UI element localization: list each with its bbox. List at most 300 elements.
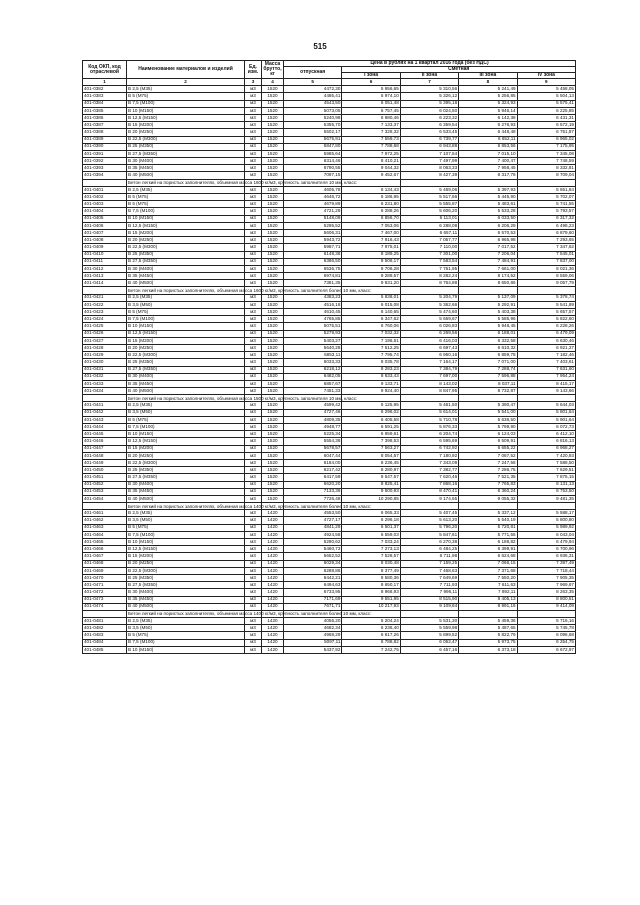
cell-zone4-price: 6 700,96: [517, 546, 575, 553]
cell-mass: 1420: [262, 582, 284, 589]
cell-unit: м3: [245, 373, 262, 380]
cell-unit: м3: [245, 114, 262, 121]
header-estimate: Сметная: [342, 67, 576, 73]
cell-mass: 1520: [262, 495, 284, 502]
empty-cell: [459, 287, 517, 294]
cell-name: В 3,5 (М50): [127, 301, 245, 308]
cell-name: В 22,5 (М300): [127, 352, 245, 359]
cell-zone4-price: 6 254,75: [517, 639, 575, 646]
cell-unit: м3: [245, 107, 262, 114]
empty-cell: [517, 287, 575, 294]
cell-zone4-price: 5 801,64: [517, 409, 575, 416]
cell-unit: м3: [245, 517, 262, 524]
cell-name: В 25 (М350): [127, 143, 245, 150]
cell-unit: м3: [245, 445, 262, 452]
cell-zone4-price: 6 630,46: [517, 337, 575, 344]
cell-zone1-price: 5 204,24: [342, 618, 400, 625]
cell-sale-price: 6974,81: [284, 273, 342, 280]
cell-zone2-price: 6 270,38: [400, 539, 458, 546]
cell-code: 401-0448: [83, 452, 127, 459]
cell-name: В 25 (М350): [127, 467, 245, 474]
table-row: [83, 639, 576, 646]
cell-name: В 40 (М500): [127, 495, 245, 502]
cell-zone3-price: 6 332,58: [459, 337, 517, 344]
cell-sale-price: 4485,41: [284, 93, 342, 100]
cell-zone4-price: 5 504,13: [517, 93, 575, 100]
cell-code: 401-0450: [83, 467, 127, 474]
table-row: [83, 467, 576, 474]
cell-code: 401-0408: [83, 237, 127, 244]
cell-zone1-price: 9 133,71: [342, 380, 400, 387]
cell-code: 401-0389: [83, 136, 127, 143]
table-row: [83, 136, 576, 143]
empty-cell: [459, 179, 517, 186]
cell-sale-price: 4472,30: [284, 86, 342, 93]
cell-zone2-price: 7 868,16: [400, 481, 458, 488]
cell-code: 401-0462: [83, 517, 127, 524]
cell-mass: 1520: [262, 323, 284, 330]
cell-zone1-price: 6 288,26: [342, 208, 400, 215]
cell-unit: м3: [245, 574, 262, 581]
cell-zone2-price: 6 416,03: [400, 337, 458, 344]
table-row: [83, 474, 576, 481]
cell-zone1-price: 8 968,93: [342, 589, 400, 596]
cell-name: В 20 (М250): [127, 344, 245, 351]
cell-sale-price: 7726,48: [284, 495, 342, 502]
cell-code: 401-0388: [83, 129, 127, 136]
cell-unit: м3: [245, 416, 262, 423]
table-row: [83, 114, 576, 121]
cell-name: В 7,5 (М100): [127, 424, 245, 431]
cell-unit: м3: [245, 639, 262, 646]
cell-zone3-price: 6 655,22: [459, 445, 517, 452]
empty-cell: [83, 395, 127, 402]
cell-zone4-price: 7 175,95: [517, 143, 575, 150]
cell-zone2-price: 5 614,01: [400, 409, 458, 416]
cell-zone1-price: 6 134,43: [342, 186, 400, 193]
cell-zone1-price: 9 831,20: [342, 280, 400, 287]
cell-zone2-price: 5 899,52: [400, 632, 458, 639]
cell-code: 401-0449: [83, 459, 127, 466]
cell-mass: 1420: [262, 574, 284, 581]
cell-sale-price: 6442,21: [284, 574, 342, 581]
cell-mass: 1520: [262, 402, 284, 409]
cell-code: 401-0469: [83, 567, 127, 574]
cell-code: 401-0484: [83, 639, 127, 646]
cell-unit: м3: [245, 251, 262, 258]
cell-sale-price: 5847,80: [284, 143, 342, 150]
cell-code: 401-0431: [83, 366, 127, 373]
cell-name: В 2,5 (М35): [127, 294, 245, 301]
cell-zone4-price: 5 793,57: [517, 208, 575, 215]
cell-zone1-price: 7 053,06: [342, 222, 400, 229]
table-row: [83, 618, 576, 625]
cell-zone3-price: 5 636,50: [459, 416, 517, 423]
cell-zone1-price: 8 580,36: [342, 574, 400, 581]
cell-mass: 1520: [262, 244, 284, 251]
cell-unit: м3: [245, 625, 262, 632]
cell-name: В 22,5 (М300): [127, 136, 245, 143]
cell-zone2-price: 5 362,66: [400, 301, 458, 308]
cell-mass: 1520: [262, 201, 284, 208]
cell-unit: м3: [245, 452, 262, 459]
cell-mass: 1520: [262, 344, 284, 351]
cell-mass: 1520: [262, 265, 284, 272]
cell-zone4-price: 8 021,36: [517, 265, 575, 272]
table-row: [83, 438, 576, 445]
cell-mass: 1520: [262, 352, 284, 359]
cell-zone2-price: 8 847,95: [400, 388, 458, 395]
cell-sale-price: 5097,11: [284, 639, 342, 646]
cell-zone2-price: 7 159,25: [400, 560, 458, 567]
cell-sale-price: 5148,09: [284, 215, 342, 222]
header-price-group: Цена в рублях на 1 квартал 2016 года (без НДС): [284, 61, 576, 67]
cell-zone3-price: 8 317,78: [459, 172, 517, 179]
cell-zone2-price: 6 204,74: [400, 431, 458, 438]
cell-code: 401-0423: [83, 309, 127, 316]
cell-name: В 35 (М450): [127, 380, 245, 387]
cell-name: В 15 (М200): [127, 337, 245, 344]
cell-sale-price: 6184,00: [284, 459, 342, 466]
cell-sale-price: 4605,78: [284, 186, 342, 193]
cell-zone4-price: 8 131,13: [517, 481, 575, 488]
cell-zone1-price: 6 347,62: [342, 316, 400, 323]
cell-zone2-price: 7 107,54: [400, 150, 458, 157]
cell-zone3-price: 7 765,83: [459, 481, 517, 488]
cell-name: В 10 (М150): [127, 215, 245, 222]
cell-unit: м3: [245, 323, 262, 330]
table-row: [83, 524, 576, 531]
cell-code: 401-0406: [83, 222, 127, 229]
cell-zone4-price: 9 481,35: [517, 495, 575, 502]
cell-zone4-price: 9 414,09: [517, 603, 575, 610]
cell-sale-price: 7133,36: [284, 488, 342, 495]
cell-zone3-price: 8 650,86: [459, 280, 517, 287]
cell-code: 401-0443: [83, 416, 127, 423]
cell-zone1-price: 8 054,57: [342, 452, 400, 459]
cell-zone1-price: 7 398,53: [342, 438, 400, 445]
cell-zone4-price: 6 479,09: [517, 330, 575, 337]
cell-code: 401-0424: [83, 316, 127, 323]
cell-sale-price: 5279,93: [284, 330, 342, 337]
table-body: [83, 86, 576, 654]
cell-zone3-price: 7 247,58: [459, 459, 517, 466]
cell-mass: 1420: [262, 553, 284, 560]
cell-zone1-price: 5 838,01: [342, 294, 400, 301]
cell-unit: м3: [245, 495, 262, 502]
cell-code: 401-0383: [83, 93, 127, 100]
cell-zone2-price: 6 533,45: [400, 129, 458, 136]
table-row: [83, 409, 576, 416]
cell-mass: 1420: [262, 646, 284, 653]
cell-zone3-price: 6 624,68: [459, 553, 517, 560]
cell-zone4-price: 6 498,23: [517, 222, 575, 229]
cell-code: 401-0464: [83, 531, 127, 538]
cell-name: В 5 (М75): [127, 524, 245, 531]
table-row: [83, 531, 576, 538]
cell-zone1-price: 7 975,01: [342, 244, 400, 251]
cell-sale-price: 6733,95: [284, 589, 342, 596]
cell-sale-price: 4056,20: [284, 618, 342, 625]
header-sale: отпускная: [284, 67, 342, 79]
cell-zone2-price: 5 407,45: [400, 510, 458, 517]
cell-mass: 1420: [262, 596, 284, 603]
cell-zone3-price: 5 445,90: [459, 194, 517, 201]
cell-unit: м3: [245, 481, 262, 488]
cell-zone4-price: 7 397,49: [517, 560, 575, 567]
cell-mass: 1520: [262, 380, 284, 387]
cell-name: В 12,5 (М150): [127, 330, 245, 337]
table-row: [83, 323, 576, 330]
cell-zone3-price: 7 400,47: [459, 158, 517, 165]
table-row: [83, 517, 576, 524]
cell-name: В 27,5 (М350): [127, 258, 245, 265]
header-unit: Ед. изм.: [245, 61, 262, 79]
cell-name: В 22,5 (М300): [127, 244, 245, 251]
table-row: [83, 344, 576, 351]
table-row: [83, 251, 576, 258]
cell-code: 401-0403: [83, 201, 127, 208]
cell-zone4-price: 7 403,61: [517, 359, 575, 366]
table-row: [83, 273, 576, 280]
cell-zone4-price: 7 631,60: [517, 366, 575, 373]
table-row: [83, 244, 576, 251]
table-row: [83, 258, 576, 265]
cell-mass: 1520: [262, 150, 284, 157]
cell-mass: 1520: [262, 172, 284, 179]
cell-sale-price: 4383,23: [284, 294, 342, 301]
cell-unit: м3: [245, 316, 262, 323]
cell-zone1-price: 7 033,24: [342, 539, 400, 546]
header-zone: II зона: [400, 73, 458, 79]
cell-zone2-price: 6 595,69: [400, 438, 458, 445]
cell-zone3-price: 6 965,98: [459, 237, 517, 244]
cell-zone1-price: 7 196,61: [342, 337, 400, 344]
cell-zone3-price: 5 799,90: [459, 424, 517, 431]
header-zone: IV зона: [517, 73, 575, 79]
cell-zone1-price: 5 974,10: [342, 93, 400, 100]
cell-zone2-price: 5 326,12: [400, 93, 458, 100]
cell-zone3-price: 7 484,91: [459, 258, 517, 265]
cell-name: В 40 (М500): [127, 172, 245, 179]
cell-zone4-price: 8 709,04: [517, 172, 575, 179]
empty-cell: [517, 395, 575, 402]
cell-sale-price: 7097,15: [284, 172, 342, 179]
table-row: [83, 431, 576, 438]
cell-sale-price: 4727,17: [284, 517, 342, 524]
cell-name: В 25 (М350): [127, 359, 245, 366]
table-row: [83, 316, 576, 323]
cell-zone2-price: 9 109,64: [400, 603, 458, 610]
cell-zone4-price: 7 748,59: [517, 158, 575, 165]
cell-code: 401-0411: [83, 258, 127, 265]
table-row: [83, 229, 576, 236]
cell-zone4-price: 7 545,01: [517, 251, 575, 258]
section-note: Бетон легкий на пористых заполнителях, объемная масса 1600 кг/м3, крупность заполнителя 10 мм, класс:: [128, 180, 358, 186]
cell-code: 401-0426: [83, 330, 127, 337]
cell-zone3-price: 6 509,91: [459, 438, 517, 445]
table-row: [83, 596, 576, 603]
cell-mass: 1520: [262, 280, 284, 287]
cell-sale-price: 5652,52: [284, 553, 342, 560]
table-row: [83, 402, 576, 409]
cell-name: В 7,5 (М100): [127, 100, 245, 107]
cell-zone2-price: 7 996,11: [400, 589, 458, 596]
cell-zone3-price: 5 390,47: [459, 402, 517, 409]
cell-mass: 1520: [262, 309, 284, 316]
cell-zone2-price: 7 711,93: [400, 582, 458, 589]
cell-mass: 1420: [262, 517, 284, 524]
cell-name: В 7,5 (М100): [127, 531, 245, 538]
cell-zone2-price: 7 301,00: [400, 251, 458, 258]
cell-sale-price: 5355,70: [284, 122, 342, 129]
cell-zone1-price: 6 959,61: [342, 431, 400, 438]
cell-zone4-price: 7 969,67: [517, 582, 575, 589]
cell-zone3-price: 7 521,35: [459, 474, 517, 481]
cell-sale-price: 6620,20: [284, 481, 342, 488]
cell-zone2-price: 7 697,00: [400, 373, 458, 380]
table-row: [83, 301, 576, 308]
column-number: 3: [245, 79, 262, 86]
cell-unit: м3: [245, 309, 262, 316]
cell-name: В 5 (М75): [127, 309, 245, 316]
cell-sale-price: 4841,29: [284, 524, 342, 531]
cell-mass: 1520: [262, 467, 284, 474]
cell-zone1-price: 10 290,85: [342, 495, 400, 502]
cell-mass: 1420: [262, 567, 284, 574]
cell-zone2-price: 6 457,16: [400, 646, 458, 653]
cell-zone1-price: 6 617,26: [342, 632, 400, 639]
cell-name: В 27,5 (М350): [127, 150, 245, 157]
cell-zone3-price: 7 286,75: [459, 467, 517, 474]
cell-zone2-price: 7 497,99: [400, 158, 458, 165]
cell-sale-price: 5606,31: [284, 229, 342, 236]
cell-sale-price: 5554,38: [284, 438, 342, 445]
cell-unit: м3: [245, 93, 262, 100]
cell-unit: м3: [245, 531, 262, 538]
cell-mass: 1420: [262, 625, 284, 632]
table-row: [83, 309, 576, 316]
cell-code: 401-0428: [83, 344, 127, 351]
cell-name: В 40 (М500): [127, 603, 245, 610]
cell-name: В 20 (М250): [127, 560, 245, 567]
table-row: [83, 93, 576, 100]
cell-name: В 40 (М500): [127, 280, 245, 287]
cell-code: 401-0451: [83, 474, 127, 481]
cell-zone1-price: 9 452,67: [342, 172, 400, 179]
cell-code: 401-0473: [83, 596, 127, 603]
cell-zone2-price: 5 517,66: [400, 194, 458, 201]
cell-zone2-price: 9 174,65: [400, 495, 458, 502]
cell-zone3-price: 7 661,00: [459, 265, 517, 272]
cell-zone4-price: 6 921,27: [517, 344, 575, 351]
cell-zone3-price: 7 958,45: [459, 165, 517, 172]
cell-zone3-price: 5 137,09: [459, 294, 517, 301]
cell-zone1-price: 6 757,45: [342, 107, 400, 114]
cell-mass: 1420: [262, 603, 284, 610]
cell-zone3-price: 6 652,11: [459, 136, 517, 143]
cell-zone4-price: 7 905,35: [517, 574, 575, 581]
column-number: 2: [127, 79, 245, 86]
cell-sale-price: 5678,57: [284, 445, 342, 452]
cell-zone3-price: 7 550,20: [459, 574, 517, 581]
cell-zone3-price: 7 288,74: [459, 366, 517, 373]
section-note: Бетон легкий на пористых заполнителях, объемная масса 1400 кг/м3, крупность заполнителя более 10 мм, класс:: [128, 503, 372, 509]
cell-mass: 1520: [262, 194, 284, 201]
cell-unit: м3: [245, 424, 262, 431]
cell-sale-price: 6857,67: [284, 380, 342, 387]
cell-zone3-price: 6 610,32: [459, 344, 517, 351]
cell-sale-price: 5985,64: [284, 150, 342, 157]
table-row: [83, 208, 576, 215]
cell-zone3-price: 6 373,18: [459, 646, 517, 653]
cell-sale-price: 4646,72: [284, 194, 342, 201]
cell-zone3-price: 6 188,82: [459, 539, 517, 546]
cell-sale-price: 4679,89: [284, 201, 342, 208]
cell-zone1-price: 7 972,25: [342, 150, 400, 157]
cell-unit: м3: [245, 409, 262, 416]
cell-sale-price: 5225,34: [284, 431, 342, 438]
cell-sale-price: 5240,98: [284, 114, 342, 121]
cell-unit: м3: [245, 560, 262, 567]
empty-cell: [400, 503, 458, 510]
cell-zone1-price: 6 559,03: [342, 531, 400, 538]
cell-zone3-price: 8 360,24: [459, 488, 517, 495]
table-row: [83, 380, 576, 387]
cell-zone1-price: 6 296,02: [342, 409, 400, 416]
cell-code: 401-0393: [83, 165, 127, 172]
cell-mass: 1420: [262, 618, 284, 625]
section-note: Бетон легкий на пористых заполнителях, объемная масса 1400 кг/м3, крупность заполнителя более 10 мм, класс:: [128, 611, 372, 617]
cell-sale-price: 5437,92: [284, 646, 342, 653]
cell-code: 401-0391: [83, 150, 127, 157]
column-number: 6: [342, 79, 400, 86]
cell-sale-price: 5502,17: [284, 129, 342, 136]
cell-unit: м3: [245, 603, 262, 610]
table-row: [83, 86, 576, 93]
cell-zone2-price: 7 164,17: [400, 359, 458, 366]
cell-mass: 1520: [262, 143, 284, 150]
cell-zone3-price: 6 033,50: [459, 215, 517, 222]
header-mass: Масса брутто, кг: [263, 61, 282, 77]
cell-zone2-price: 7 583,54: [400, 258, 458, 265]
cell-unit: м3: [245, 244, 262, 251]
cell-zone1-price: 5 956,65: [342, 86, 400, 93]
cell-unit: м3: [245, 539, 262, 546]
cell-zone3-price: 7 596,88: [459, 373, 517, 380]
empty-cell: [517, 610, 575, 617]
cell-name: В 12,5 (М150): [127, 222, 245, 229]
cell-code: 401-0382: [83, 86, 127, 93]
cell-sale-price: 6288,86: [284, 567, 342, 574]
cell-zone2-price: 5 847,61: [400, 531, 458, 538]
cell-zone3-price: 5 948,45: [459, 323, 517, 330]
cell-zone1-price: 6 760,06: [342, 323, 400, 330]
cell-unit: м3: [245, 165, 262, 172]
cell-zone2-price: 7 620,46: [400, 474, 458, 481]
cell-mass: 1520: [262, 258, 284, 265]
cell-mass: 1520: [262, 86, 284, 93]
cell-zone4-price: 7 875,15: [517, 474, 575, 481]
cell-zone1-price: 6 015,08: [342, 301, 400, 308]
cell-mass: 1520: [262, 445, 284, 452]
cell-zone1-price: 6 296,18: [342, 517, 400, 524]
cell-zone2-price: 8 764,88: [400, 280, 458, 287]
cell-name: В 2,5 (М35): [127, 618, 245, 625]
cell-zone1-price: 6 501,37: [342, 524, 400, 531]
cell-unit: м3: [245, 265, 262, 272]
cell-zone3-price: 8 732,87: [459, 388, 517, 395]
